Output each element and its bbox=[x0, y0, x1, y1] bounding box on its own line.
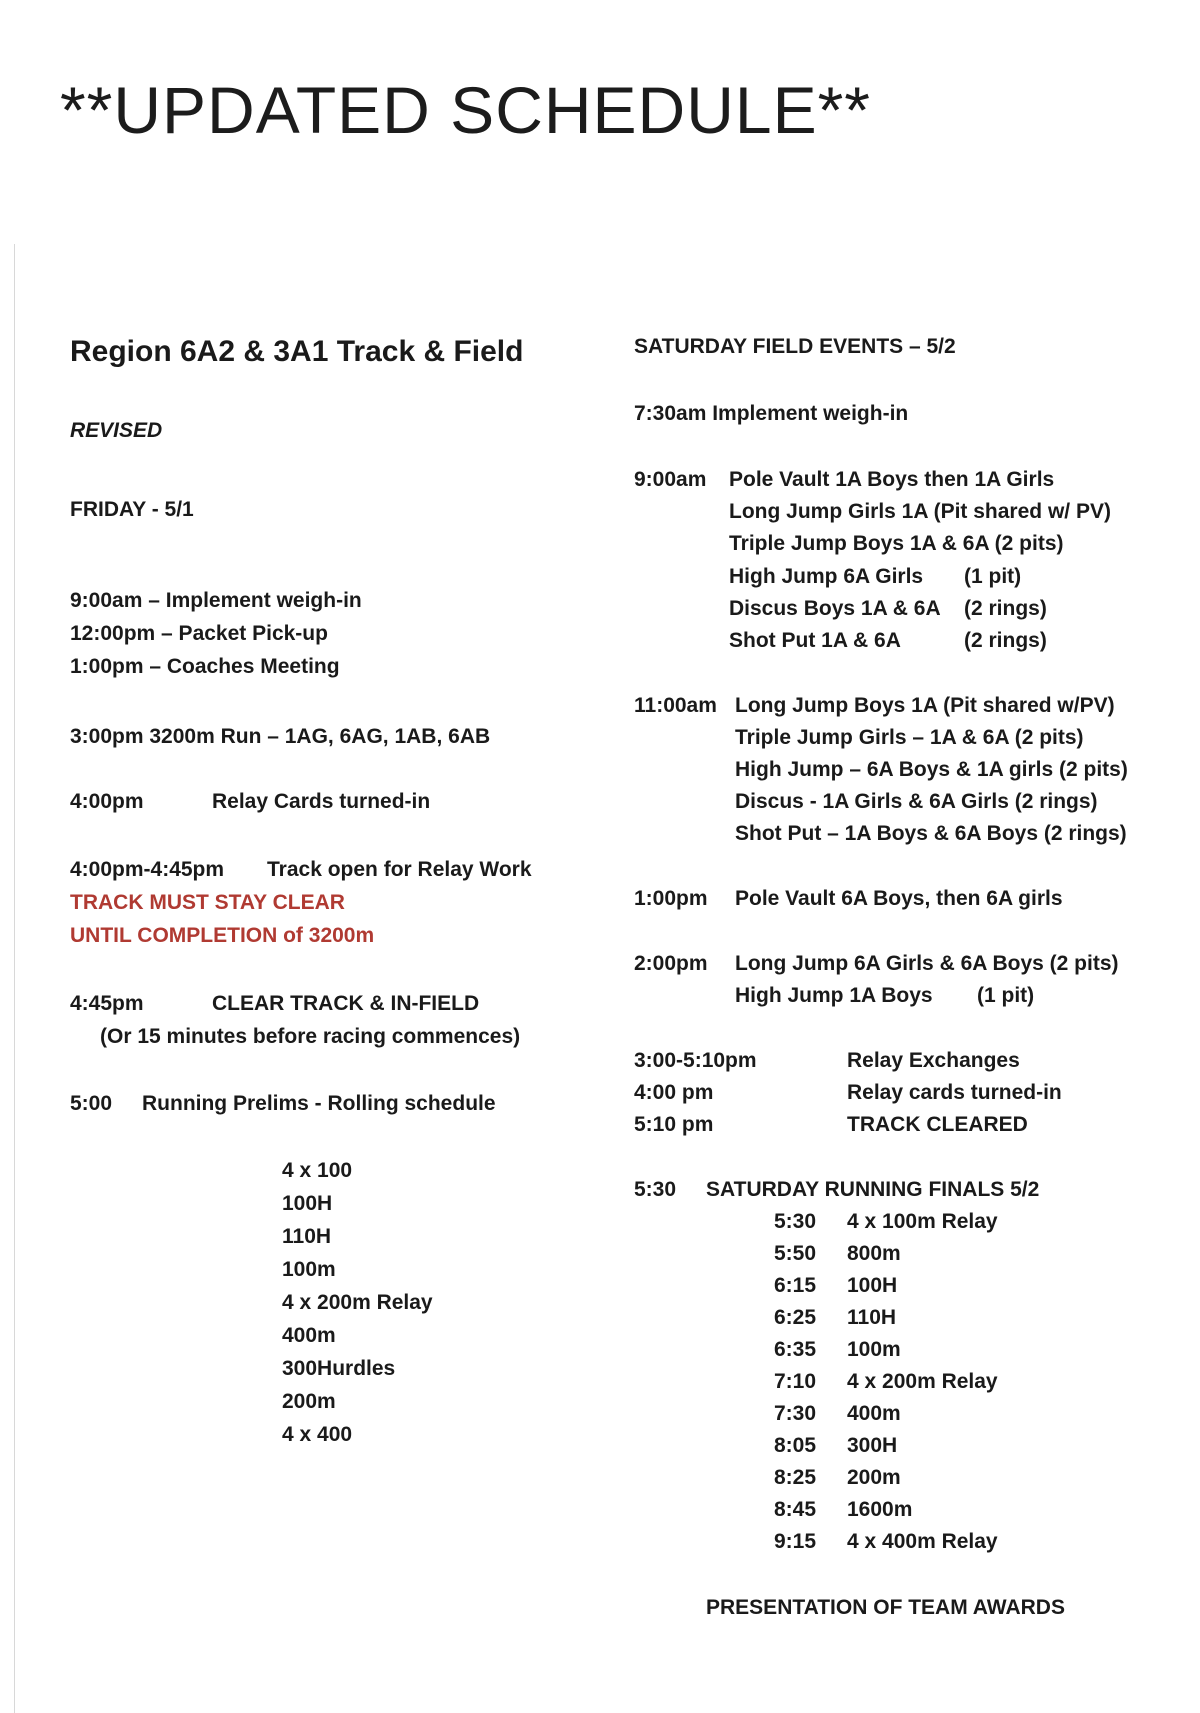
prelims-event: 4 x 200m Relay bbox=[282, 1291, 433, 1314]
prelims-desc: Running Prelims - Rolling schedule bbox=[142, 1092, 496, 1115]
block-time: 9:00am bbox=[634, 468, 707, 491]
field-event: Shot Put 1A & 6A bbox=[729, 629, 901, 652]
field-event: Long Jump Boys 1A (Pit shared w/PV) bbox=[735, 694, 1115, 717]
relay-row-desc: Relay Exchanges bbox=[847, 1049, 1020, 1072]
final-event: 100m bbox=[847, 1338, 901, 1361]
prelims-event: 4 x 400 bbox=[282, 1423, 353, 1446]
final-time: 7:30 bbox=[774, 1402, 817, 1425]
field-event-detail: (2 rings) bbox=[964, 597, 1047, 620]
track-open-time: 4:00pm-4:45pm bbox=[70, 858, 225, 881]
page-banner-title: **UPDATED SCHEDULE** bbox=[60, 73, 871, 147]
field-event: High Jump 1A Boys bbox=[735, 984, 933, 1007]
final-event: 200m bbox=[847, 1466, 901, 1489]
clear-track-time: 4:45pm bbox=[70, 992, 144, 1015]
friday-item: 12:00pm – Packet Pick-up bbox=[70, 622, 328, 645]
friday-item: 3:00pm 3200m Run – 1AG, 6AG, 1AB, 6AB bbox=[70, 725, 491, 748]
final-event: 400m bbox=[847, 1402, 901, 1425]
finals-time: 5:30 bbox=[634, 1178, 677, 1201]
field-event: Long Jump 6A Girls & 6A Boys (2 pits) bbox=[735, 952, 1119, 975]
field-event: Shot Put – 1A Boys & 6A Boys (2 rings) bbox=[735, 822, 1127, 845]
final-time: 5:50 bbox=[774, 1242, 817, 1265]
prelims-event: 110H bbox=[282, 1225, 332, 1248]
field-event: Long Jump Girls 1A (Pit shared w/ PV) bbox=[729, 500, 1111, 523]
schedule-title: Region 6A2 & 3A1 Track & Field bbox=[70, 335, 524, 368]
finals-heading: SATURDAY RUNNING FINALS 5/2 bbox=[706, 1178, 1040, 1201]
final-event: 1600m bbox=[847, 1498, 913, 1521]
relay-cards-desc: Relay Cards turned-in bbox=[212, 790, 431, 813]
field-event: Pole Vault 6A Boys, then 6A girls bbox=[735, 887, 1063, 910]
final-event: 100H bbox=[847, 1274, 898, 1297]
final-time: 8:05 bbox=[774, 1434, 817, 1457]
block-time: 2:00pm bbox=[634, 952, 708, 975]
prelims-event: 200m bbox=[282, 1390, 336, 1413]
track-open-desc: Track open for Relay Work bbox=[267, 858, 532, 881]
block-time: 11:00am bbox=[634, 694, 717, 717]
revised-label: REVISED bbox=[70, 419, 163, 442]
field-event-detail: (1 pit) bbox=[964, 565, 1022, 588]
final-time: 6:35 bbox=[774, 1338, 817, 1361]
track-warning-line: TRACK MUST STAY CLEAR bbox=[70, 891, 345, 914]
clear-track-note: (Or 15 minutes before racing commences) bbox=[100, 1025, 521, 1048]
prelims-event: 100m bbox=[282, 1258, 336, 1281]
relay-row-desc: TRACK CLEARED bbox=[847, 1113, 1028, 1136]
relay-row-time: 3:00-5:10pm bbox=[634, 1049, 757, 1072]
field-event: Discus Boys 1A & 6A bbox=[729, 597, 941, 620]
clear-track-desc: CLEAR TRACK & IN-FIELD bbox=[212, 992, 480, 1015]
saturday-weigh-in: 7:30am Implement weigh-in bbox=[634, 402, 909, 425]
final-time: 6:15 bbox=[774, 1274, 817, 1297]
prelims-time: 5:00 bbox=[70, 1092, 113, 1115]
track-warning-line: UNTIL COMPLETION of 3200m bbox=[70, 924, 375, 947]
final-time: 9:15 bbox=[774, 1530, 817, 1553]
friday-item: 1:00pm – Coaches Meeting bbox=[70, 655, 340, 678]
final-event: 800m bbox=[847, 1242, 901, 1265]
friday-item: 9:00am – Implement weigh-in bbox=[70, 589, 362, 612]
prelims-event: 300Hurdles bbox=[282, 1357, 396, 1380]
relay-row-desc: Relay cards turned-in bbox=[847, 1081, 1062, 1104]
final-event: 300H bbox=[847, 1434, 898, 1457]
final-event: 4 x 200m Relay bbox=[847, 1370, 998, 1393]
field-event: Triple Jump Boys 1A & 6A (2 pits) bbox=[729, 532, 1064, 555]
final-event: 110H bbox=[847, 1306, 897, 1329]
final-time: 8:45 bbox=[774, 1498, 817, 1521]
saturday-field-heading: SATURDAY FIELD EVENTS – 5/2 bbox=[634, 335, 956, 358]
prelims-event: 4 x 100 bbox=[282, 1159, 353, 1182]
block-time: 1:00pm bbox=[634, 887, 708, 910]
field-event-detail: (1 pit) bbox=[977, 984, 1035, 1007]
final-event: 4 x 100m Relay bbox=[847, 1210, 998, 1233]
field-event: High Jump 6A Girls bbox=[729, 565, 924, 588]
field-event-detail: (2 rings) bbox=[964, 629, 1047, 652]
field-event: Discus - 1A Girls & 6A Girls (2 rings) bbox=[735, 790, 1098, 813]
final-event: 4 x 400m Relay bbox=[847, 1530, 998, 1553]
schedule-sheet bbox=[14, 244, 1200, 1713]
final-time: 5:30 bbox=[774, 1210, 817, 1233]
relay-row-time: 4:00 pm bbox=[634, 1081, 714, 1104]
field-event: Triple Jump Girls – 1A & 6A (2 pits) bbox=[735, 726, 1084, 749]
prelims-event: 100H bbox=[282, 1192, 333, 1215]
final-time: 8:25 bbox=[774, 1466, 817, 1489]
final-time: 7:10 bbox=[774, 1370, 817, 1393]
friday-heading: FRIDAY - 5/1 bbox=[70, 498, 194, 521]
relay-row-time: 5:10 pm bbox=[634, 1113, 714, 1136]
team-awards-note: PRESENTATION OF TEAM AWARDS bbox=[706, 1596, 1065, 1619]
prelims-event: 400m bbox=[282, 1324, 336, 1347]
relay-cards-time: 4:00pm bbox=[70, 790, 144, 813]
final-time: 6:25 bbox=[774, 1306, 817, 1329]
field-event: High Jump – 6A Boys & 1A girls (2 pits) bbox=[735, 758, 1128, 781]
field-event: Pole Vault 1A Boys then 1A Girls bbox=[729, 468, 1055, 491]
